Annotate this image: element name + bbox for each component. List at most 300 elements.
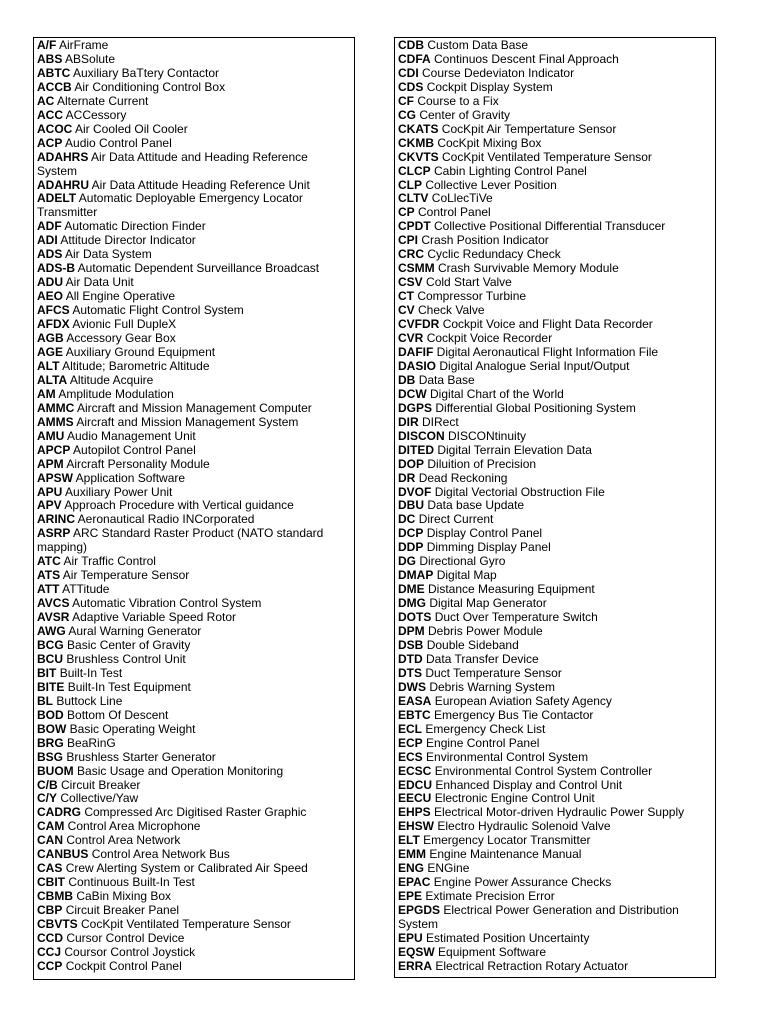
- abbreviation-entry: [398, 695, 712, 709]
- abbreviation-entry: [37, 569, 351, 583]
- abbreviation-entry: [37, 67, 351, 81]
- abbreviation-definition: Cursor Control Device: [66, 931, 185, 945]
- abbreviation-definition: Altitude; Barometric Altitude: [62, 358, 210, 373]
- abbreviation-entry: [37, 932, 351, 946]
- abbreviation-term: ADAHRS: [37, 149, 89, 164]
- abbreviation-definition: Data Transfer Device: [426, 651, 539, 666]
- abbreviation-term: EBTC: [398, 707, 431, 722]
- abbreviation-entry: [37, 820, 351, 834]
- abbreviation-entry: [398, 458, 712, 472]
- abbreviation-entry: [37, 527, 351, 555]
- abbreviation-entry: [37, 109, 351, 123]
- abbreviation-term: DME: [398, 582, 425, 597]
- abbreviation-term: CAM: [37, 819, 65, 834]
- abbreviation-entry: [398, 109, 712, 123]
- abbreviation-term: ALTA: [37, 372, 68, 387]
- abbreviation-entry: [37, 709, 351, 723]
- abbreviation-term: CKATS: [398, 121, 439, 136]
- abbreviation-definition: Crash Survivable Memory Module: [438, 261, 619, 276]
- abbreviation-term: ABS: [37, 51, 63, 66]
- abbreviation-definition: Auxiliary Ground Equipment: [65, 344, 216, 359]
- abbreviation-entry: [37, 555, 351, 569]
- abbreviation-definition: AirFrame: [59, 38, 109, 52]
- abbreviation-definition: Automatic Dependent Surveillance Broadcast: [77, 261, 320, 276]
- abbreviation-definition: Electronic Engine Control Unit: [434, 791, 595, 806]
- abbreviation-definition: Crash Position Indicator: [421, 233, 549, 248]
- abbreviation-term: CG: [398, 107, 416, 122]
- abbreviation-entry: [37, 737, 351, 751]
- abbreviation-entry: [37, 81, 351, 95]
- abbreviation-definition: Course Dedeviaton Indicator: [422, 65, 575, 80]
- abbreviation-term: ASRP: [37, 526, 71, 541]
- abbreviation-entry: [398, 737, 712, 751]
- abbreviation-term: EECU: [398, 791, 432, 806]
- abbreviation-definition: Control Area Network Bus: [91, 847, 230, 862]
- abbreviation-entry: [398, 639, 712, 653]
- abbreviation-entry: [398, 53, 712, 67]
- abbreviation-entry: [398, 792, 712, 806]
- abbreviation-definition: Digital Chart of the World: [430, 386, 564, 401]
- abbreviation-definition: Collective/Yaw: [60, 791, 139, 806]
- abbreviation-term: BIT: [37, 665, 57, 680]
- abbreviation-term: DB: [398, 372, 416, 387]
- abbreviation-term: DSB: [398, 637, 424, 652]
- abbreviation-entry: [37, 388, 351, 402]
- abbreviation-term: DC: [398, 512, 416, 527]
- abbreviation-term: AGE: [37, 344, 64, 359]
- abbreviation-entry: [37, 667, 351, 681]
- abbreviation-entry: [37, 779, 351, 793]
- abbreviation-definition: Coursor Control Joystick: [64, 944, 196, 959]
- abbreviation-term: DMAP: [398, 568, 434, 583]
- abbreviation-term: DOTS: [398, 610, 432, 625]
- abbreviation-entry: [398, 192, 712, 206]
- abbreviation-term: CAN: [37, 833, 63, 848]
- abbreviation-term: CVFDR: [398, 317, 440, 332]
- abbreviation-definition: Course to a Fix: [417, 93, 499, 108]
- abbreviation-entry: [398, 513, 712, 527]
- abbreviation-term: ADELT: [37, 191, 77, 206]
- abbreviation-entry: [398, 569, 712, 583]
- abbreviation-definition: Avionic Full DupleX: [72, 317, 177, 332]
- abbreviation-definition: Aural Warning Generator: [68, 624, 202, 639]
- abbreviation-definition: Circuit Breaker Panel: [65, 903, 180, 918]
- abbreviation-definition: Accessory Gear Box: [66, 331, 176, 346]
- abbreviation-term: AC: [37, 93, 55, 108]
- abbreviation-term: DWS: [398, 679, 426, 694]
- abbreviation-definition: Electro Hydraulic Solenoid Valve: [437, 819, 611, 834]
- abbreviation-entry: [398, 765, 712, 779]
- abbreviation-entry: [37, 513, 351, 527]
- abbreviation-term: APCP: [37, 442, 71, 457]
- abbreviation-definition: Aircraft and Mission Management System: [76, 414, 299, 429]
- abbreviation-definition: Emergency Locator Transmitter: [423, 833, 591, 848]
- abbreviation-term: DAFIF: [398, 344, 434, 359]
- abbreviation-definition: Check Valve: [418, 303, 485, 318]
- abbreviation-term: BITE: [37, 679, 65, 694]
- abbreviation-entry: [398, 751, 712, 765]
- abbreviation-term: ACP: [37, 135, 63, 150]
- abbreviation-term: CCP: [37, 958, 63, 973]
- abbreviation-definition: Collective Positional Differential Transducer: [434, 219, 666, 234]
- abbreviation-term: CAS: [37, 861, 63, 876]
- abbreviation-entry: [37, 918, 351, 932]
- abbreviation-term: DPM: [398, 624, 425, 639]
- abbreviation-definition: Basic Usage and Operation Monitoring: [77, 763, 284, 778]
- abbreviation-term: ALT: [37, 358, 60, 373]
- abbreviation-entry: [398, 709, 712, 723]
- abbreviation-definition: European Aviation Safety Agency: [434, 693, 612, 708]
- abbreviation-entry: [398, 402, 712, 416]
- abbreviation-entry: [37, 332, 351, 346]
- abbreviation-term: APV: [37, 498, 62, 513]
- abbreviation-definition: DIRect: [422, 414, 459, 429]
- abbreviation-entry: [398, 541, 712, 555]
- abbreviation-entry: [398, 834, 712, 848]
- abbreviation-definition: Air Data Unit: [65, 275, 134, 290]
- abbreviation-term: DASIO: [398, 358, 437, 373]
- abbreviation-definition: Auxiliary Power Unit: [65, 484, 173, 499]
- abbreviation-term: AEO: [37, 289, 64, 304]
- abbreviation-definition: Dead Reckoning: [418, 470, 508, 485]
- abbreviation-definition: CocKpit Ventilated Temperature Sensor: [442, 149, 652, 164]
- abbreviation-definition: Cockpit Control Panel: [65, 958, 182, 973]
- abbreviation-definition: Basic Center of Gravity: [67, 637, 191, 652]
- abbreviation-entry: [398, 318, 712, 332]
- abbreviation-entry: [37, 486, 351, 500]
- abbreviation-definition: Compressed Arc Digitised Raster Graphic: [84, 805, 307, 820]
- abbreviation-entry: [398, 527, 712, 541]
- abbreviation-entry: [398, 667, 712, 681]
- abbreviation-term: BUOM: [37, 763, 74, 778]
- abbreviation-definition: Buttock Line: [56, 693, 123, 708]
- abbreviation-term: CV: [398, 303, 415, 318]
- abbreviation-definition: Application Software: [75, 470, 186, 485]
- abbreviation-term: CBVTS: [37, 917, 78, 932]
- abbreviation-term: ENG: [398, 861, 425, 876]
- abbreviation-definition: Continuous Built-In Test: [68, 875, 195, 890]
- abbreviation-term: APM: [37, 456, 64, 471]
- abbreviation-term: ATC: [37, 554, 61, 569]
- abbreviation-term: EPU: [398, 931, 423, 945]
- abbreviation-entry: [398, 583, 712, 597]
- abbreviation-term: BCG: [37, 637, 64, 652]
- abbreviation-definition: ABSolute: [65, 51, 116, 66]
- abbreviation-term: CDI: [398, 65, 419, 80]
- abbreviation-entry: [398, 39, 712, 53]
- abbreviation-definition: Autopilot Control Panel: [73, 442, 196, 457]
- abbreviation-definition: ACCessory: [65, 107, 127, 122]
- abbreviation-entry: [398, 360, 712, 374]
- abbreviation-entry: [37, 179, 351, 193]
- abbreviation-entry: [37, 39, 351, 53]
- abbreviation-definition: Enhanced Display and Control Unit: [435, 777, 623, 792]
- abbreviation-entry: [398, 597, 712, 611]
- abbreviation-term: CP: [398, 205, 415, 220]
- abbreviation-entry: [398, 932, 712, 946]
- abbreviation-entry: [398, 332, 712, 346]
- abbreviation-entry: [398, 904, 712, 932]
- abbreviation-term: ACOC: [37, 121, 73, 136]
- abbreviation-term: DIR: [398, 414, 419, 429]
- abbreviation-entry: [37, 137, 351, 151]
- abbreviation-definition: Basic Operating Weight: [69, 721, 196, 736]
- abbreviation-definition: Duct Temperature Sensor: [425, 665, 562, 680]
- abbreviation-definition: Built-In Test Equipment: [67, 679, 191, 694]
- abbreviation-entry: [398, 248, 712, 262]
- abbreviation-definition: Cyclic Redundacy Check: [427, 247, 561, 262]
- abbreviation-entry: [398, 95, 712, 109]
- abbreviation-term: BL: [37, 693, 53, 708]
- abbreviation-definition: Automatic Direction Finder: [64, 219, 206, 234]
- abbreviation-term: DISCON: [398, 428, 445, 443]
- abbreviation-entry: [398, 67, 712, 81]
- abbreviation-definition: Air Temperature Sensor: [62, 568, 190, 583]
- abbreviation-term: DTS: [398, 665, 422, 680]
- abbreviation-entry: [37, 792, 351, 806]
- abbreviation-entry: [37, 151, 351, 179]
- abbreviation-term: AFDX: [37, 317, 70, 332]
- abbreviation-definition: ENGine: [427, 861, 470, 876]
- abbreviation-entry: [37, 192, 351, 220]
- abbreviation-entry: [398, 151, 712, 165]
- abbreviation-term: BRG: [37, 735, 64, 750]
- abbreviation-definition: Engine Maintenance Manual: [429, 847, 582, 862]
- abbreviation-definition: Cold Start Valve: [426, 275, 512, 290]
- abbreviation-definition: Environmental Control System: [426, 749, 589, 764]
- abbreviation-term: DVOF: [398, 484, 432, 499]
- abbreviation-entry: [398, 960, 712, 974]
- abbreviation-definition: Debris Warning System: [429, 679, 555, 694]
- abbreviation-entry: [37, 430, 351, 444]
- abbreviation-definition: Air Conditioning Control Box: [74, 79, 226, 94]
- abbreviation-definition: Electrical Retraction Rotary Actuator: [435, 958, 629, 973]
- abbreviation-term: AVCS: [37, 596, 70, 611]
- abbreviation-entry: [398, 611, 712, 625]
- abbreviation-entry: [398, 234, 712, 248]
- abbreviation-column-right: [394, 37, 716, 978]
- abbreviation-definition: Automatic Deployable Emergency Locator Transmitter: [37, 191, 303, 220]
- abbreviation-definition: Emergency Bus Tie Contactor: [434, 707, 594, 722]
- abbreviation-definition: Digital Aeronautical Flight Information File: [436, 344, 659, 359]
- abbreviation-entry: [37, 360, 351, 374]
- abbreviation-term: CLP: [398, 177, 422, 192]
- abbreviation-term: CANBUS: [37, 847, 89, 862]
- abbreviation-entry: [398, 486, 712, 500]
- abbreviation-definition: Data base Update: [427, 498, 525, 513]
- abbreviation-definition: Display Control Panel: [426, 526, 543, 541]
- abbreviation-entry: [37, 95, 351, 109]
- abbreviation-definition: CocKpit Air Tempertature Sensor: [441, 121, 617, 136]
- abbreviation-definition: Electrical Motor-driven Hydraulic Power Supply: [434, 805, 685, 820]
- abbreviation-definition: Collective Lever Position: [425, 177, 557, 192]
- abbreviation-entry: [398, 555, 712, 569]
- abbreviation-term: ATS: [37, 568, 61, 583]
- abbreviation-term: AMMC: [37, 400, 75, 415]
- abbreviation-term: CDB: [398, 38, 424, 52]
- abbreviation-term: ARINC: [37, 512, 75, 527]
- abbreviation-term: CPI: [398, 233, 419, 248]
- abbreviation-entry: [398, 820, 712, 834]
- abbreviation-definition: Digital Map Generator: [429, 596, 547, 611]
- abbreviation-entry: [398, 862, 712, 876]
- abbreviation-term: DGPS: [398, 400, 433, 415]
- abbreviation-entry: [398, 848, 712, 862]
- abbreviation-term: ADS: [37, 247, 63, 262]
- abbreviation-term: CDFA: [398, 51, 431, 66]
- abbreviation-term: CCD: [37, 931, 63, 945]
- abbreviation-entry: [37, 848, 351, 862]
- abbreviation-entry: [37, 346, 351, 360]
- abbreviation-definition: Differential Global Positioning System: [435, 400, 636, 415]
- abbreviation-entry: [37, 653, 351, 667]
- abbreviation-column-left: [33, 37, 355, 980]
- abbreviation-term: CKMB: [398, 135, 434, 150]
- abbreviation-definition: Bottom Of Descent: [67, 707, 169, 722]
- abbreviation-definition: Air Cooled Oil Cooler: [75, 121, 188, 136]
- abbreviation-entry: [398, 206, 712, 220]
- abbreviation-entry: [398, 374, 712, 388]
- abbreviation-term: C/B: [37, 777, 58, 792]
- abbreviation-entry: [398, 165, 712, 179]
- abbreviation-entry: [37, 583, 351, 597]
- abbreviation-entry: [398, 137, 712, 151]
- abbreviation-definition: Cockpit Display System: [426, 79, 553, 94]
- abbreviation-definition: ARC Standard Raster Product (NATO standard mapping): [37, 526, 324, 555]
- abbreviation-term: APU: [37, 484, 63, 499]
- abbreviation-definition: Digital Analogue Serial Input/Output: [439, 358, 630, 373]
- abbreviation-term: DMG: [398, 596, 426, 611]
- abbreviation-entry: [37, 472, 351, 486]
- abbreviation-entry: [398, 806, 712, 820]
- abbreviation-definition: CocKpit Ventilated Temperature Sensor: [81, 917, 291, 932]
- abbreviation-definition: Amplitude Modulation: [58, 386, 174, 401]
- abbreviation-term: DR: [398, 470, 416, 485]
- abbreviation-entry: [37, 276, 351, 290]
- abbreviation-entry: [37, 695, 351, 709]
- abbreviation-definition: Digital Vectorial Obstruction File: [434, 484, 605, 499]
- abbreviation-definition: CocKpit Mixing Box: [437, 135, 542, 150]
- abbreviation-entry: [37, 806, 351, 820]
- abbreviation-entry: [37, 262, 351, 276]
- abbreviation-definition: Air Data Attitude and Heading Reference System: [37, 149, 308, 178]
- abbreviation-term: CBMB: [37, 889, 73, 904]
- abbreviation-term: DOP: [398, 456, 425, 471]
- abbreviation-definition: Aeronautical Radio INCorporated: [77, 512, 255, 527]
- abbreviation-definition: DISCONtinuity: [448, 428, 527, 443]
- abbreviation-definition: BeaRinG: [67, 735, 116, 750]
- abbreviation-term: ADF: [37, 219, 62, 234]
- abbreviation-definition: Attitude Director Indicator: [60, 233, 196, 248]
- abbreviation-term: ABTC: [37, 65, 71, 80]
- abbreviation-definition: Engine Control Panel: [426, 735, 540, 750]
- abbreviation-term: AMMS: [37, 414, 74, 429]
- abbreviation-definition: Audio Management Unit: [67, 428, 196, 443]
- abbreviation-entry: [398, 444, 712, 458]
- abbreviation-entry: [37, 304, 351, 318]
- abbreviation-definition: Cockpit Voice and Flight Data Recorder: [442, 317, 653, 332]
- abbreviation-definition: Automatic Vibration Control System: [72, 596, 262, 611]
- abbreviation-entry: [398, 499, 712, 513]
- abbreviation-definition: All Engine Operative: [65, 289, 176, 304]
- abbreviation-term: ATT: [37, 582, 60, 597]
- abbreviation-term: DCP: [398, 526, 424, 541]
- abbreviation-definition: Data Base: [418, 372, 475, 387]
- abbreviation-term: ADI: [37, 233, 58, 248]
- abbreviation-definition: Extimate Precision Error: [425, 889, 555, 904]
- abbreviation-entry: [398, 430, 712, 444]
- abbreviation-term: CADRG: [37, 805, 81, 820]
- abbreviation-term: AFCS: [37, 303, 70, 318]
- abbreviation-definition: CaBin Mixing Box: [76, 889, 172, 904]
- abbreviation-entry: [37, 904, 351, 918]
- abbreviation-definition: Control Area Network: [66, 833, 181, 848]
- abbreviation-term: DBU: [398, 498, 424, 513]
- abbreviation-definition: Brushless Starter Generator: [66, 749, 216, 764]
- abbreviation-term: DDP: [398, 540, 424, 555]
- abbreviation-term: ECSC: [398, 763, 432, 778]
- abbreviation-entry: [37, 765, 351, 779]
- abbreviation-entry: [37, 416, 351, 430]
- abbreviation-entry: [398, 123, 712, 137]
- abbreviation-term: DG: [398, 554, 416, 569]
- abbreviation-term: CLTV: [398, 191, 429, 206]
- abbreviation-definition: Auxiliary BaTtery Contactor: [73, 65, 220, 80]
- abbreviation-definition: Emergency Check List: [425, 721, 546, 736]
- abbreviation-entry: [398, 81, 712, 95]
- abbreviation-entry: [37, 876, 351, 890]
- abbreviation-definition: Engine Power Assurance Checks: [433, 875, 612, 890]
- abbreviation-entry: [398, 416, 712, 430]
- abbreviation-definition: Center of Gravity: [419, 107, 511, 122]
- abbreviation-term: AGB: [37, 331, 64, 346]
- abbreviation-term: EHSW: [398, 819, 434, 834]
- abbreviation-definition: ATTitude: [62, 582, 110, 597]
- abbreviation-definition: Audio Control Panel: [65, 135, 172, 150]
- abbreviation-term: ECP: [398, 735, 423, 750]
- abbreviation-entry: [37, 946, 351, 960]
- abbreviation-term: ACC: [37, 107, 63, 122]
- abbreviation-entry: [37, 834, 351, 848]
- abbreviation-definition: Duct Over Temperature Switch: [434, 610, 598, 625]
- abbreviation-term: CT: [398, 289, 414, 304]
- abbreviation-term: ADU: [37, 275, 63, 290]
- abbreviation-definition: Debris Power Module: [428, 624, 543, 639]
- abbreviation-term: CKVTS: [398, 149, 439, 164]
- abbreviation-entry: [398, 179, 712, 193]
- abbreviation-entry: [37, 611, 351, 625]
- abbreviation-definition: Air Data Attitude Heading Reference Unit: [91, 177, 310, 192]
- abbreviation-definition: Air Traffic Control: [63, 554, 156, 569]
- abbreviation-definition: Compressor Turbine: [417, 289, 527, 304]
- abbreviation-definition: Electrical Power Generation and Distribution System: [398, 903, 679, 932]
- abbreviation-entry: [37, 723, 351, 737]
- abbreviation-definition: Equipment Software: [438, 944, 547, 959]
- abbreviation-term: A/F: [37, 38, 57, 52]
- abbreviation-definition: Built-In Test: [59, 665, 123, 680]
- abbreviation-term: DTD: [398, 651, 423, 666]
- abbreviation-definition: Dimming Display Panel: [426, 540, 551, 555]
- abbreviation-entry: [37, 53, 351, 67]
- abbreviation-entry: [37, 290, 351, 304]
- abbreviation-entry: [398, 779, 712, 793]
- abbreviation-term: CSV: [398, 275, 423, 290]
- abbreviation-term: CDS: [398, 79, 424, 94]
- abbreviation-entry: [398, 890, 712, 904]
- abbreviation-entry: [37, 960, 351, 974]
- abbreviation-entry: [37, 318, 351, 332]
- abbreviation-term: CLCP: [398, 163, 431, 178]
